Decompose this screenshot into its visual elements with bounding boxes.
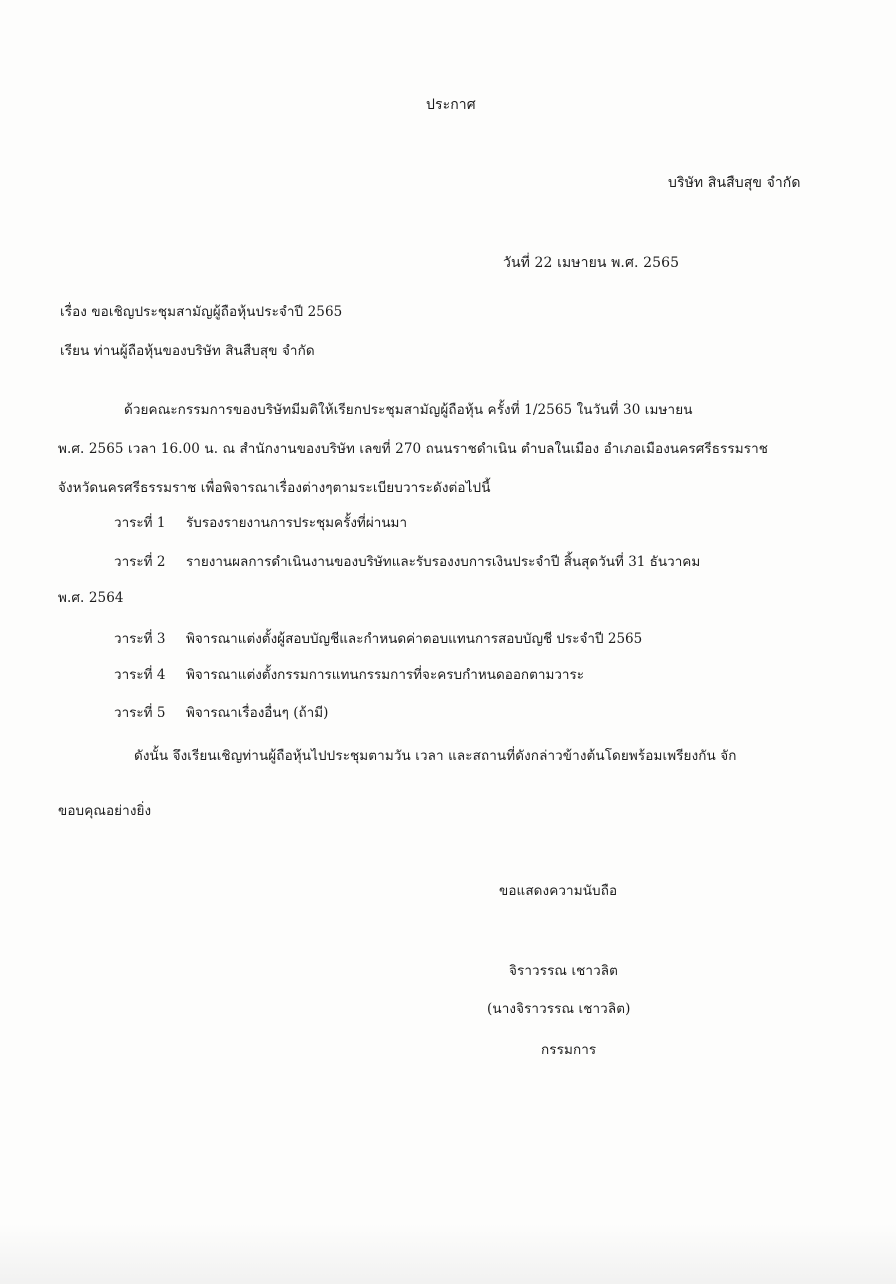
- closing-line-2: ขอบคุณอย่างยิ่ง: [58, 803, 152, 819]
- agenda-item-2-continuation: พ.ศ. 2564: [58, 590, 124, 606]
- signature-name: จิราวรรณ เชาวลิต: [509, 963, 619, 979]
- salutation-line: เรียน ท่านผู้ถือหุ้นของบริษัท สินสืบสุข จำกัด: [60, 343, 315, 359]
- announcement-date: วันที่ 22 เมษายน พ.ศ. 2565: [503, 255, 680, 271]
- agenda-label: วาระที่ 4: [114, 667, 166, 683]
- agenda-label: วาระที่ 3: [114, 631, 166, 647]
- signature-title: กรรมการ: [541, 1042, 597, 1058]
- agenda-label: วาระที่ 2: [114, 554, 166, 570]
- agenda-item-5: [114, 707, 328, 721]
- agenda-item-3: [114, 633, 642, 647]
- agenda-item-1: [114, 517, 407, 531]
- intro-line-1: ด้วยคณะกรรมการของบริษัทมีมติให้เรียกประชุมสามัญผู้ถือหุ้น ครั้งที่ 1/2565 ในวันที่ 30 เมษายน: [124, 402, 693, 418]
- signature-fullname: (นางจิราวรรณ เชาวลิต): [487, 1001, 631, 1017]
- page-edge-shading: [0, 1224, 896, 1284]
- agenda-text: พิจารณาแต่งตั้งกรรมการแทนกรรมการที่จะครบกำหนดออกตามวาระ: [186, 667, 585, 683]
- announcement-heading: ประกาศ: [426, 97, 476, 113]
- agenda-text: รายงานผลการดำเนินงานของบริษัทและรับรองงบการเงินประจำปี สิ้นสุดวันที่ 31 ธันวาคม: [186, 554, 701, 570]
- subject-line: เรื่อง ขอเชิญประชุมสามัญผู้ถือหุ้นประจำปี 2565: [60, 304, 343, 320]
- agenda-label: วาระที่ 5: [114, 705, 166, 721]
- agenda-text: รับรองรายงานการประชุมครั้งที่ผ่านมา: [186, 515, 408, 531]
- agenda-item-4: [114, 669, 584, 683]
- intro-line-2: พ.ศ. 2565 เวลา 16.00 น. ณ สำนักงานของบริษัท เลขที่ 270 ถนนราชดำเนิน ตำบลในเมือง อำเภอเมืองนครศรีธรรมราช: [58, 441, 769, 457]
- agenda-item-2: [114, 556, 700, 570]
- agenda-text: พิจารณาเรื่องอื่นๆ (ถ้ามี): [186, 705, 329, 721]
- intro-line-3: จังหวัดนครศรีธรรมราช เพื่อพิจารณาเรื่องต่างๆตามระเบียบวาระดังต่อไปนี้: [58, 480, 491, 496]
- agenda-label: วาระที่ 1: [114, 515, 166, 531]
- regards-line: ขอแสดงความนับถือ: [499, 883, 618, 899]
- agenda-text: พิจารณาแต่งตั้งผู้สอบบัญชีและกำหนดค่าตอบแทนการสอบบัญชี ประจำปี 2565: [186, 631, 643, 647]
- company-name: บริษัท สินสืบสุข จำกัด: [668, 175, 801, 191]
- closing-line-1: ดังนั้น จึงเรียนเชิญท่านผู้ถือหุ้นไปประชุมตามวัน เวลา และสถานที่ดังกล่าวข้างต้นโดยพร้อมเพรียงกัน จัก: [134, 748, 737, 764]
